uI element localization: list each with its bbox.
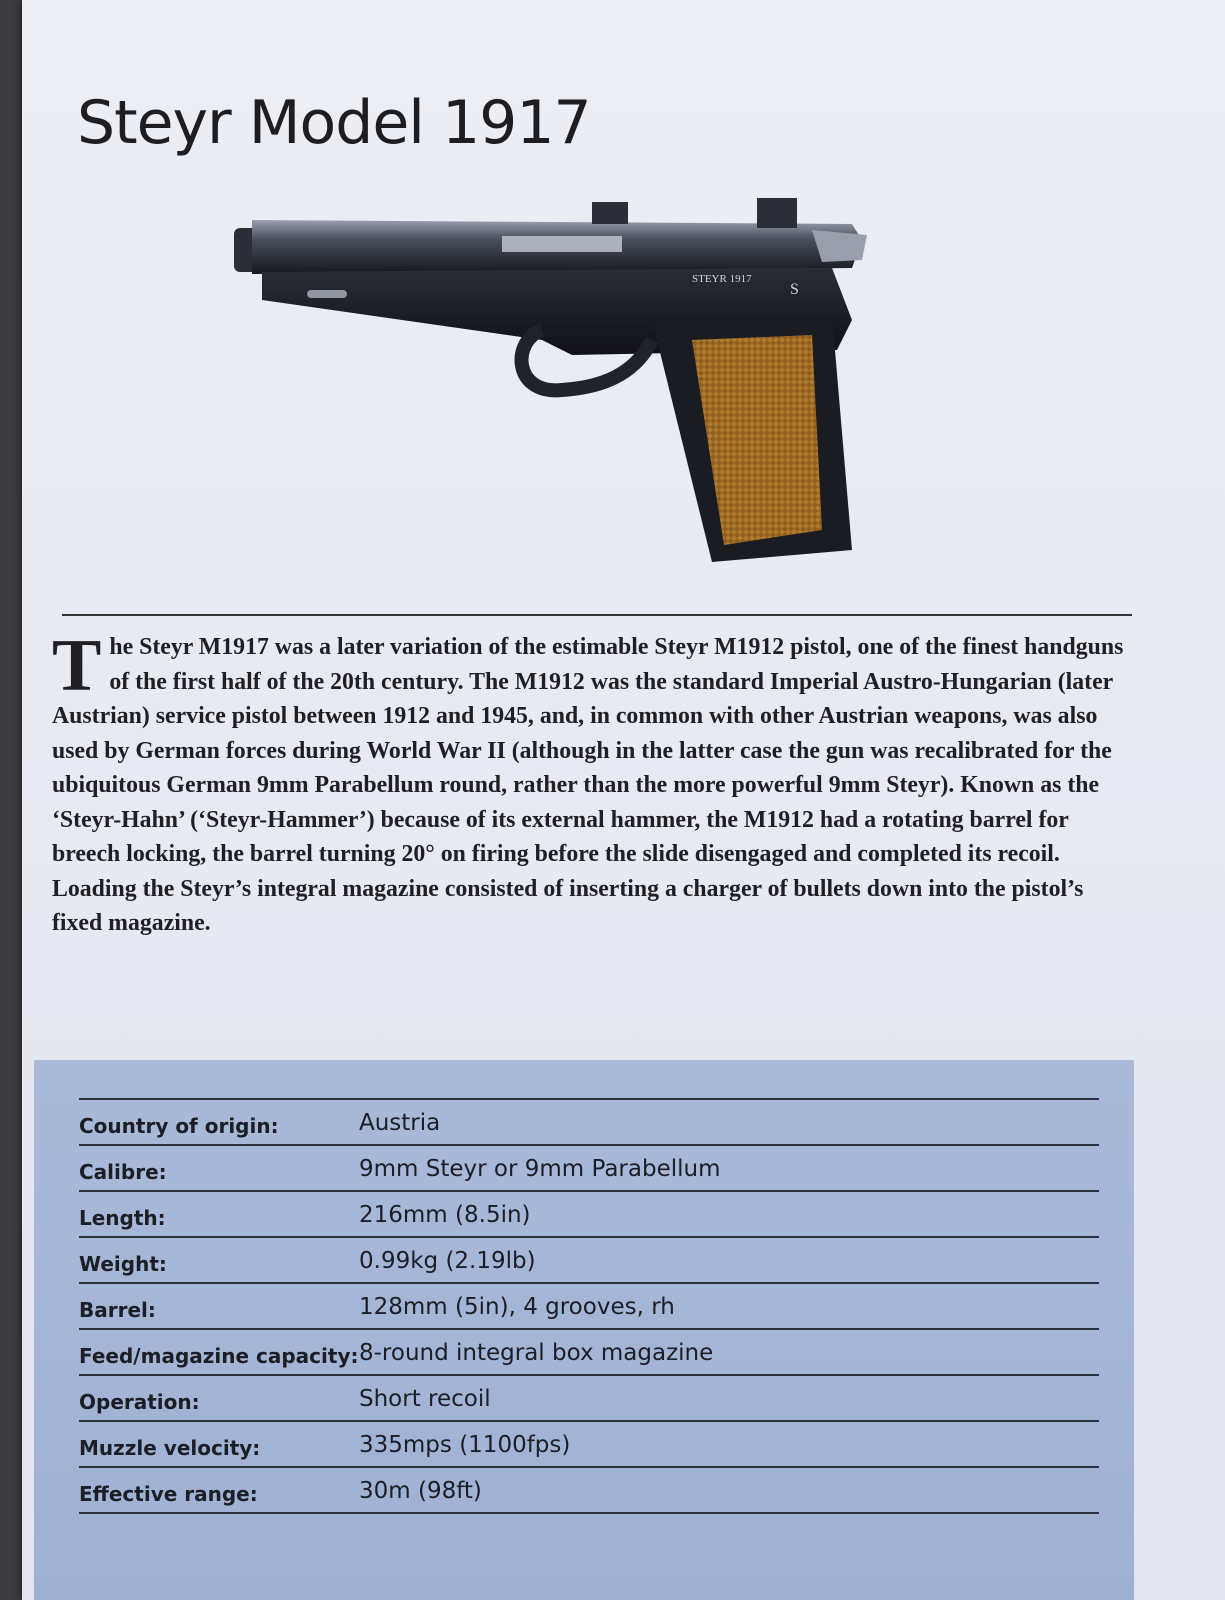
spec-row-feed <box>79 1330 1099 1375</box>
spec-row-calibre <box>79 1146 1099 1191</box>
spec-value: 9mm Steyr or 9mm Parabellum <box>359 1156 721 1182</box>
spec-label: Feed/magazine capacity: <box>79 1344 359 1368</box>
article-text: he Steyr M1917 was a later variation of the estimable Steyr M1912 pistol, one of the finest handguns of the first half of the 20th century. The M1912 was the standard Imperial Austro-Hungarian (later Austrian) service pistol between 1912 and 1945, and, in common with other Austrian weapons, was also used by German forces during World War II (although in the latter case the gun was recalibrated for the ubiquitous German 9mm Parabellum round, rather than the more powerful 9mm Steyr). Known as the ‘Steyr-Hahn’ (‘Steyr-Hammer’) because of its external hammer, the M1912 had a rotating barrel for breech locking, the barrel turning 20° on firing before the slide disengaged and completed its recoil. Loading the Steyr’s integral magazine consisted of inserting a charger of bullets down into the pistol’s fixed magazine. <box>52 634 1124 936</box>
mark-s: S <box>790 281 799 298</box>
section-divider <box>62 614 1132 616</box>
article-body <box>52 625 1132 941</box>
spec-row-barrel <box>79 1284 1099 1329</box>
table-rule <box>79 1512 1099 1514</box>
spec-value: 30m (98ft) <box>359 1478 482 1504</box>
spec-row-operation <box>79 1376 1099 1421</box>
spec-value: 0.99kg (2.19lb) <box>359 1248 536 1274</box>
spec-label: Calibre: <box>79 1160 167 1184</box>
spec-label: Barrel: <box>79 1298 156 1322</box>
spec-label: Operation: <box>79 1390 200 1414</box>
spec-label: Muzzle velocity: <box>79 1436 261 1460</box>
specifications-table <box>34 1060 1134 1600</box>
drop-cap: T <box>52 625 102 707</box>
slide-marking: STEYR 1917 <box>692 273 752 285</box>
spec-value: Short recoil <box>359 1386 491 1412</box>
spec-label: Length: <box>79 1206 166 1230</box>
spec-value: 8-round integral box magazine <box>359 1340 714 1366</box>
spec-row-muzzle-velocity <box>79 1422 1099 1467</box>
spec-value: Austria <box>359 1110 441 1136</box>
spec-row-length <box>79 1192 1099 1237</box>
page-title: Steyr Model 1917 <box>77 88 591 158</box>
spec-label: Effective range: <box>79 1482 258 1506</box>
spec-value: 335mps (1100fps) <box>359 1432 571 1458</box>
pistol-illustration <box>212 190 892 590</box>
spec-row-country <box>79 1100 1099 1145</box>
spec-row-weight <box>79 1238 1099 1283</box>
book-page <box>22 0 1225 1600</box>
spec-value: 128mm (5in), 4 grooves, rh <box>359 1294 675 1320</box>
spec-label: Weight: <box>79 1252 167 1276</box>
spec-row-effective-range <box>79 1468 1099 1513</box>
spec-value: 216mm (8.5in) <box>359 1202 531 1228</box>
spec-label: Country of origin: <box>79 1114 279 1138</box>
